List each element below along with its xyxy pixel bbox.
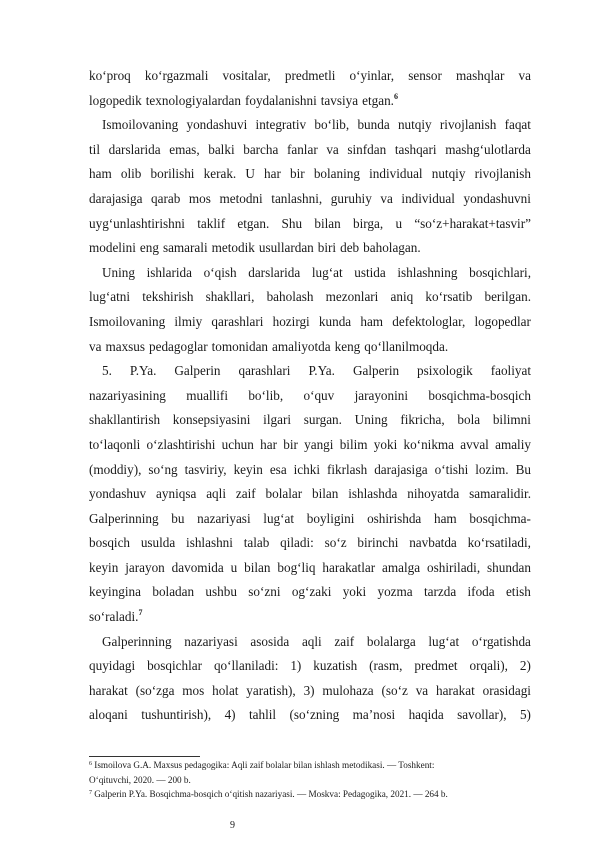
word: rivojlanish (439, 117, 497, 133)
word: to‘laqonli (89, 436, 141, 452)
word: metodni (219, 190, 263, 206)
word: avval (460, 436, 489, 452)
word: mos (188, 190, 211, 206)
word: davomida (171, 559, 224, 575)
word: har (260, 436, 277, 452)
word: fikrlash (326, 461, 368, 477)
word: boladan (152, 584, 195, 600)
word: lug‘at (263, 510, 295, 526)
text-line (89, 458, 531, 483)
word: ishlashda (348, 486, 398, 502)
word: maxsus (105, 338, 146, 354)
footnote-number: 6 (89, 761, 92, 767)
word: P.Ya. (129, 363, 157, 379)
word: ma’nosi (352, 707, 396, 723)
word: Galperinning (89, 510, 159, 526)
word: defektologlar, (392, 313, 466, 329)
word: olib (120, 166, 142, 182)
word: keyin (233, 461, 263, 477)
word: u (395, 215, 403, 231)
word: lug‘atni (89, 289, 131, 305)
word: mos (182, 682, 205, 698)
word: tashqari (394, 141, 437, 157)
word: orasidagi (482, 682, 531, 698)
text-line (89, 654, 531, 679)
word: Bu (515, 461, 531, 477)
word: faqat (504, 117, 531, 133)
footnote-line (89, 787, 531, 802)
text-line (89, 138, 531, 163)
footnote-text: Galperin P.Ya. Bosqichma-bosqich o‘qitish nazariyasi. — Moskva: Pedagogika, 2021. — 264 b. (94, 789, 448, 799)
word: eng (139, 240, 159, 256)
word: nihoyatda (407, 486, 460, 502)
word: oshirishda (367, 510, 422, 526)
word: texnologiyalardan (145, 92, 241, 108)
word: bilimni (492, 412, 531, 428)
text-line (89, 630, 531, 655)
word: o‘rgatishda (471, 633, 531, 649)
word: amalga (382, 559, 421, 575)
text-line (89, 236, 531, 261)
word: zaif (235, 486, 256, 502)
word: hozirgi (272, 313, 310, 329)
word: keyin (89, 559, 119, 575)
word: Galperinning (102, 633, 172, 649)
word: birga, (353, 215, 384, 231)
text-line (89, 556, 531, 581)
word: boyligini (306, 510, 355, 526)
word: qarashlari (211, 313, 264, 329)
word: darajasiga (374, 461, 428, 477)
word: tahlil (248, 707, 277, 723)
word: bola (457, 412, 481, 428)
word: zaif (334, 633, 355, 649)
paragraph (89, 113, 531, 261)
word: tavsiya (320, 92, 359, 108)
word: baholagan. (363, 240, 421, 256)
word: ilmiy (174, 313, 203, 329)
word: yangi (304, 436, 334, 452)
word: balki (208, 141, 235, 157)
word: ifoda (467, 584, 495, 600)
word: mashg‘ulotlarda (445, 141, 531, 157)
word: tushuntirish), (141, 707, 212, 723)
word: bosqichlar (147, 658, 203, 674)
word: mezonlari (325, 289, 379, 305)
word: U (245, 166, 255, 182)
text-line (89, 359, 531, 384)
word: predmetli (284, 68, 336, 83)
word: yondashuv (89, 486, 147, 502)
word: aqli (301, 633, 322, 649)
text-line (89, 285, 531, 310)
word: metodik (211, 240, 255, 256)
word: predmet (414, 658, 458, 674)
word: taklif (197, 215, 226, 231)
word: ko‘rsatib (425, 289, 473, 305)
word: tarzda (423, 584, 457, 600)
page-number: 9 (230, 820, 235, 831)
word: ishlashni (186, 535, 233, 551)
word: va (518, 68, 531, 83)
word: 2) (519, 658, 531, 674)
text-line (89, 162, 531, 187)
word: muallifi (186, 387, 228, 403)
word: 1) (290, 658, 302, 674)
word: guruhiy (330, 190, 372, 206)
word: qo‘llaniladi: (213, 658, 279, 674)
word: talab (243, 535, 270, 551)
word: biri (317, 240, 337, 256)
word: harakat (435, 682, 475, 698)
word: amaliyotda (272, 338, 331, 354)
word: Ismoilovaning (89, 313, 166, 329)
word: haqida (408, 707, 444, 723)
word: deb (340, 240, 360, 256)
word: konsepsiyasini (172, 412, 251, 428)
word: etgan. (237, 215, 270, 231)
word: ham (89, 166, 112, 182)
paragraph (89, 359, 531, 630)
word: yoki (373, 436, 398, 452)
word: ko‘rsatiladi, (467, 535, 531, 551)
word: quyidagi (89, 658, 136, 674)
word: barcha (243, 141, 279, 157)
word: rivojlanish (474, 166, 531, 182)
word: qo‘llanilmoqda. (364, 338, 449, 354)
text-line (89, 433, 531, 458)
word: so‘raladi.$^7$ (89, 608, 143, 625)
word: individual (401, 190, 455, 206)
word: savollar), (457, 707, 507, 723)
footnote-number: 7 (89, 790, 92, 796)
word: integrativ (255, 117, 307, 133)
word: yondashuvni (463, 190, 531, 206)
word: so‘ng (148, 461, 178, 477)
word: ishlarida (146, 264, 193, 280)
text-line (89, 703, 531, 728)
word: kuzatish (313, 658, 358, 674)
text-line (89, 310, 531, 335)
word: yozma (377, 584, 413, 600)
word: borilishi (150, 166, 195, 182)
word: ustida (354, 264, 386, 280)
text-line (89, 89, 531, 114)
word: shundan (487, 559, 531, 575)
word: faoliyat (490, 363, 531, 379)
footnote-separator (89, 756, 200, 757)
word: uchun (221, 436, 254, 452)
word: darajasiga (89, 190, 143, 206)
word: ham (360, 313, 384, 329)
word: va (380, 190, 393, 206)
word: Galperin (352, 363, 400, 379)
footnote-line (89, 773, 531, 788)
word: ishlashning (397, 264, 458, 280)
word: ilgari (263, 412, 292, 428)
word: orqali), (469, 658, 508, 674)
word: til (89, 141, 100, 157)
word: bolalar (265, 486, 303, 502)
word: pedagoglar (149, 338, 208, 354)
word: shakllari, (205, 289, 255, 305)
text-line (89, 384, 531, 409)
word: navbatda (409, 535, 457, 551)
word: emas, (169, 141, 200, 157)
footnote-text: O‘qituvchi, 2020. — 200 b. (89, 774, 191, 785)
word: esa (269, 461, 287, 477)
word: qiladi: (280, 535, 314, 551)
footnotes (89, 758, 531, 802)
word: asosida (250, 633, 290, 649)
word: aqli (206, 486, 226, 502)
word: mulohaza (322, 682, 374, 698)
word: tekshirish (142, 289, 194, 305)
word: samaralidir. (469, 486, 531, 502)
word: o‘qish (203, 264, 237, 280)
word: (moddiy), (89, 461, 142, 477)
word: (so‘zning (289, 707, 340, 723)
word: Shu (281, 215, 303, 231)
word: surgan. (303, 412, 342, 428)
word: darslarida (248, 264, 301, 280)
paragraph (89, 261, 531, 359)
word: qarab (151, 190, 181, 206)
word: va (326, 141, 339, 157)
word: shakllantirish (89, 412, 161, 428)
word: so‘zni (248, 584, 281, 600)
word: keng (334, 338, 361, 354)
word: bolalarga (366, 633, 416, 649)
word: fikricha, (400, 412, 445, 428)
word: kunda (318, 313, 352, 329)
word: (so‘zga (135, 682, 175, 698)
word: bosqichlari, (469, 264, 531, 280)
word: ichki (293, 461, 320, 477)
word: va (89, 338, 102, 354)
word: u (230, 559, 238, 575)
text-line (89, 335, 531, 360)
text-line (89, 507, 531, 532)
word: jarayonini (354, 387, 409, 403)
word: nazariyasining (89, 387, 166, 403)
word: bir (283, 436, 298, 452)
word: kerak. (203, 166, 237, 182)
word: (rasm, (369, 658, 403, 674)
word: bunda (357, 117, 390, 133)
word: psixologik (417, 363, 473, 379)
word: holat (212, 682, 239, 698)
paragraph (89, 630, 531, 728)
paragraph (89, 64, 531, 113)
word: bosqichma- (469, 510, 531, 526)
text-line (89, 531, 531, 556)
word: birinchi (357, 535, 399, 551)
text-line (89, 580, 531, 605)
word: tasviriy, (184, 461, 227, 477)
word: o‘quv (303, 387, 335, 403)
word: nutqiy (431, 166, 466, 182)
word: aloqani (89, 707, 128, 723)
word: harakatlar (322, 559, 376, 575)
word: samarali (162, 240, 208, 256)
word: va (415, 682, 429, 698)
word: mashqlar (456, 68, 505, 83)
word: darslarida (108, 141, 161, 157)
word: logopedlar (474, 313, 531, 329)
word: lug‘at (428, 633, 460, 649)
word: har (264, 166, 281, 182)
word: modelini (89, 240, 136, 256)
word: sensor (408, 68, 442, 83)
text-line (89, 679, 531, 704)
word: o‘tishi (434, 461, 469, 477)
word: tomonidan (211, 338, 269, 354)
word: fanlar (286, 141, 318, 157)
word: o‘zlashtirishi (146, 436, 216, 452)
word: yaratish), (246, 682, 296, 698)
word: qarashlari (238, 363, 291, 379)
word: bilan (244, 559, 271, 575)
text-line (89, 482, 531, 507)
word: P.Ya. (308, 363, 335, 379)
word: 5) (519, 707, 531, 723)
word: yoki (342, 584, 367, 600)
word: bilim (339, 436, 368, 452)
word: ko‘nikma (403, 436, 455, 452)
word: baholash (266, 289, 314, 305)
word: vositalar, (222, 68, 271, 83)
word: lug‘at (311, 264, 343, 280)
word: 5. (102, 363, 112, 379)
text-line (89, 605, 531, 630)
body-text (89, 64, 531, 728)
word: etgan.$^6$ (362, 91, 398, 108)
text-line (89, 113, 531, 138)
word: ayniqsa (156, 486, 197, 502)
text-line (89, 261, 531, 286)
word: bosqich (89, 535, 131, 551)
footnote-text: Ismoilova G.A. Maxsus pedagogika: Aqli zaif bolalar bilan ishlash metodikasi. — Toshkent: (94, 760, 435, 770)
word: amaliy (495, 436, 531, 452)
footnote-reference[interactable]: 7 (138, 608, 143, 618)
word: individual (369, 166, 423, 182)
word: Galperin (174, 363, 221, 379)
word: oshiriladi, (427, 559, 481, 575)
word: ushbu (205, 584, 237, 600)
word: jarayon (125, 559, 165, 575)
word: bilan (314, 215, 341, 231)
footnote-line (89, 758, 531, 773)
word: usulda (140, 535, 176, 551)
word: bog‘liq (277, 559, 316, 575)
text-line (89, 212, 531, 237)
word: bu (171, 510, 185, 526)
word: bosqichma-bosqich (428, 387, 531, 403)
word: bo‘lib, (248, 387, 284, 403)
word: bo‘lib, (314, 117, 350, 133)
word: usullardan (258, 240, 314, 256)
footnote-reference[interactable]: 6 (393, 91, 398, 101)
word: nazariyasi (197, 510, 251, 526)
word: bolaning (313, 166, 360, 182)
text-line (89, 64, 531, 89)
text-line (89, 408, 531, 433)
word: 4) (224, 707, 236, 723)
word: Ismoilovaning (102, 117, 179, 133)
word: berilgan. (484, 289, 531, 305)
word: (so‘z (381, 682, 408, 698)
word: aniq (390, 289, 414, 305)
word: ko‘rgazmali (144, 68, 209, 83)
word: tanlashni, (271, 190, 323, 206)
word: yondashuvi (186, 117, 248, 133)
word: so‘z (324, 535, 347, 551)
word: Uning (102, 264, 135, 280)
word: “so‘z+harakat+tasvir” (414, 215, 531, 231)
word: harakat (89, 682, 128, 698)
word: ko‘proq (89, 68, 131, 83)
word: bir (290, 166, 305, 182)
word: o‘yinlar, (349, 68, 395, 83)
word: bilan (312, 486, 339, 502)
word: ham (433, 510, 457, 526)
word: nutqiy (397, 117, 432, 133)
word: uyg‘unlashtirishni (89, 215, 185, 231)
word: og‘zaki (291, 584, 332, 600)
word: nazariyasi (184, 633, 238, 649)
word: Uning (354, 412, 388, 428)
word: 3) (303, 682, 315, 698)
word: lozim. (475, 461, 509, 477)
word: keyingina (89, 584, 142, 600)
text-line (89, 187, 531, 212)
word: foydalanishni (244, 92, 317, 108)
word: logopedik (89, 92, 142, 108)
word: sinfdan (347, 141, 387, 157)
word: etish (505, 584, 531, 600)
